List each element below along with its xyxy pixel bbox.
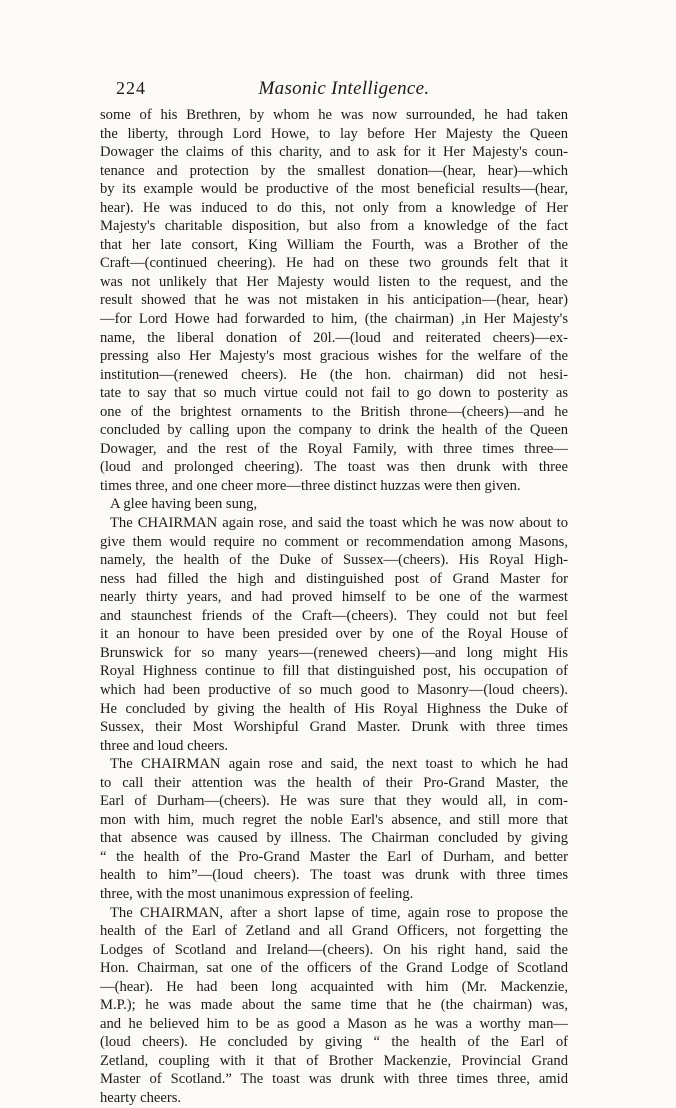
text-line: Royal Highness continue to fill that distinguished post, his occupation of (100, 663, 568, 680)
text-line: institution—(renewed cheers). He (the hon. chairman) did not hesi- (100, 366, 568, 383)
text-line: and he believed him to be as good a Mason as he was a worthy man— (100, 1015, 568, 1032)
text-line: that her late consort, King William the Fourth, was a Brother of the (100, 236, 568, 253)
text-line: Craft—(continued cheering). He had on these two grounds felt that it (100, 255, 568, 272)
text-line: was not unlikely that Her Majesty would listen to the request, and the (100, 273, 568, 290)
text-line: —for Lord Howe had forwarded to him, (the chairman) ,in Her Majesty's (100, 311, 568, 328)
text-line: namely, the health of the Duke of Sussex—(cheers). His Royal High- (100, 552, 568, 569)
text-line: times three, and one cheer more—three distinct huzzas were then given. (100, 477, 521, 494)
text-line: He concluded by giving the health of His Royal Highness the Duke of (100, 700, 568, 717)
text-line: and staunchest friends of the Craft—(cheers). They could not but feel (100, 607, 568, 624)
text-line: to call their attention was the health of their Pro-Grand Master, the (100, 774, 568, 791)
text-line: which had been productive of so much good to Masonry—(loud cheers). (100, 681, 568, 698)
text-line: one of the brightest ornaments to the British throne—(cheers)—and he (100, 403, 568, 420)
text-line: Dowager, and the rest of the Royal Family, with three times three— (100, 440, 568, 457)
text-line: Dowager the claims of this charity, and to ask for it Her Majesty's coun- (100, 144, 568, 161)
text-line: ness had filled the high and distinguished post of Grand Master for (100, 570, 568, 587)
text-line: The CHAIRMAN, after a short lapse of time, again rose to propose the (110, 904, 568, 921)
text-line: three, with the most unanimous expression of feeling. (100, 885, 414, 902)
text-line: —(hear). He had been long acquainted with him (Mr. Mackenzie, (100, 978, 568, 995)
text-line: M.P.); he was made about the same time that he (the chairman) was, (100, 997, 568, 1014)
text-line: health to him”—(loud cheers). The toast was drunk with three times (100, 867, 568, 884)
text-line: Earl of Durham—(cheers). He was sure that they would all, in com- (100, 793, 568, 810)
text-line: pressing also Her Majesty's most gracious wishes for the welfare of the (100, 348, 568, 365)
text-line: hear). He was induced to do this, not only from a knowledge of Her (100, 199, 568, 216)
text-line: three and loud cheers. (100, 737, 229, 754)
text-line: that absence was caused by illness. The Chairman concluded by giving (100, 830, 568, 847)
text-line: tate to say that so much virtue could not fail to go down to posterity as (100, 385, 568, 402)
text-line: hearty cheers. (100, 1089, 182, 1106)
body-text (100, 106, 568, 1108)
text-line: give them would require no comment or recommendation among Masons, (100, 533, 568, 550)
text-line: the liberty, through Lord Howe, to lay before Her Majesty the Queen (100, 125, 568, 142)
text-line: mon with him, much regret the noble Earl's absence, and still more that (100, 811, 568, 828)
text-line: Master of Scotland.” The toast was drunk with three times three, amid (100, 1071, 568, 1088)
text-line: result showed that he was not mistaken in his anticipation—(hear, hear) (100, 292, 568, 309)
text-line: nearly thirty years, and had proved himself to be one of the warmest (100, 589, 568, 606)
running-head (116, 78, 572, 102)
text-line: it an honour to have been presided over by one of the Royal House of (100, 626, 568, 643)
text-line: health of the Earl of Zetland and all Grand Officers, not forgetting the (100, 923, 568, 940)
text-line: Hon. Chairman, sat one of the officers of the Grand Lodge of Scotland (100, 960, 568, 977)
text-line: Brunswick for so many years—(renewed cheers)—and long might His (100, 644, 568, 661)
text-line: Zetland, coupling with it that of Brother Mackenzie, Provincial Grand (100, 1052, 568, 1069)
running-title: Masonic Intelligence. (258, 78, 430, 99)
page-number: 224 (116, 78, 146, 98)
text-line: Sussex, their Most Worshipful Grand Master. Drunk with three times (100, 719, 568, 736)
text-line: Lodges of Scotland and Ireland—(cheers). On his right hand, said the (100, 941, 568, 958)
text-line: tenance and protection by the smallest donation—(hear, hear)—which (100, 162, 568, 179)
text-line: The CHAIRMAN again rose and said, the next toast to which he had (110, 756, 568, 773)
text-line: “ the health of the Pro-Grand Master the Earl of Durham, and better (100, 848, 568, 865)
text-line: concluded by calling upon the company to drink the health of the Queen (100, 422, 568, 439)
text-line: name, the liberal donation of 20l.—(loud and reiterated cheers)—ex- (100, 329, 568, 346)
text-line: The CHAIRMAN again rose, and said the toast which he was now about to (110, 515, 568, 532)
text-line: (loud cheers). He concluded by giving “ the health of the Earl of (100, 1034, 568, 1051)
text-line: (loud and prolonged cheering). The toast was then drunk with three (100, 459, 568, 476)
text-line: by its example would be productive of the most beneficial results—(hear, (100, 181, 568, 198)
text-line: A glee having been sung, (110, 496, 258, 513)
text-line: Majesty's charitable disposition, but also from a knowledge of the fact (100, 218, 568, 235)
text-line: some of his Brethren, by whom he was now surrounded, he had taken (100, 107, 568, 123)
